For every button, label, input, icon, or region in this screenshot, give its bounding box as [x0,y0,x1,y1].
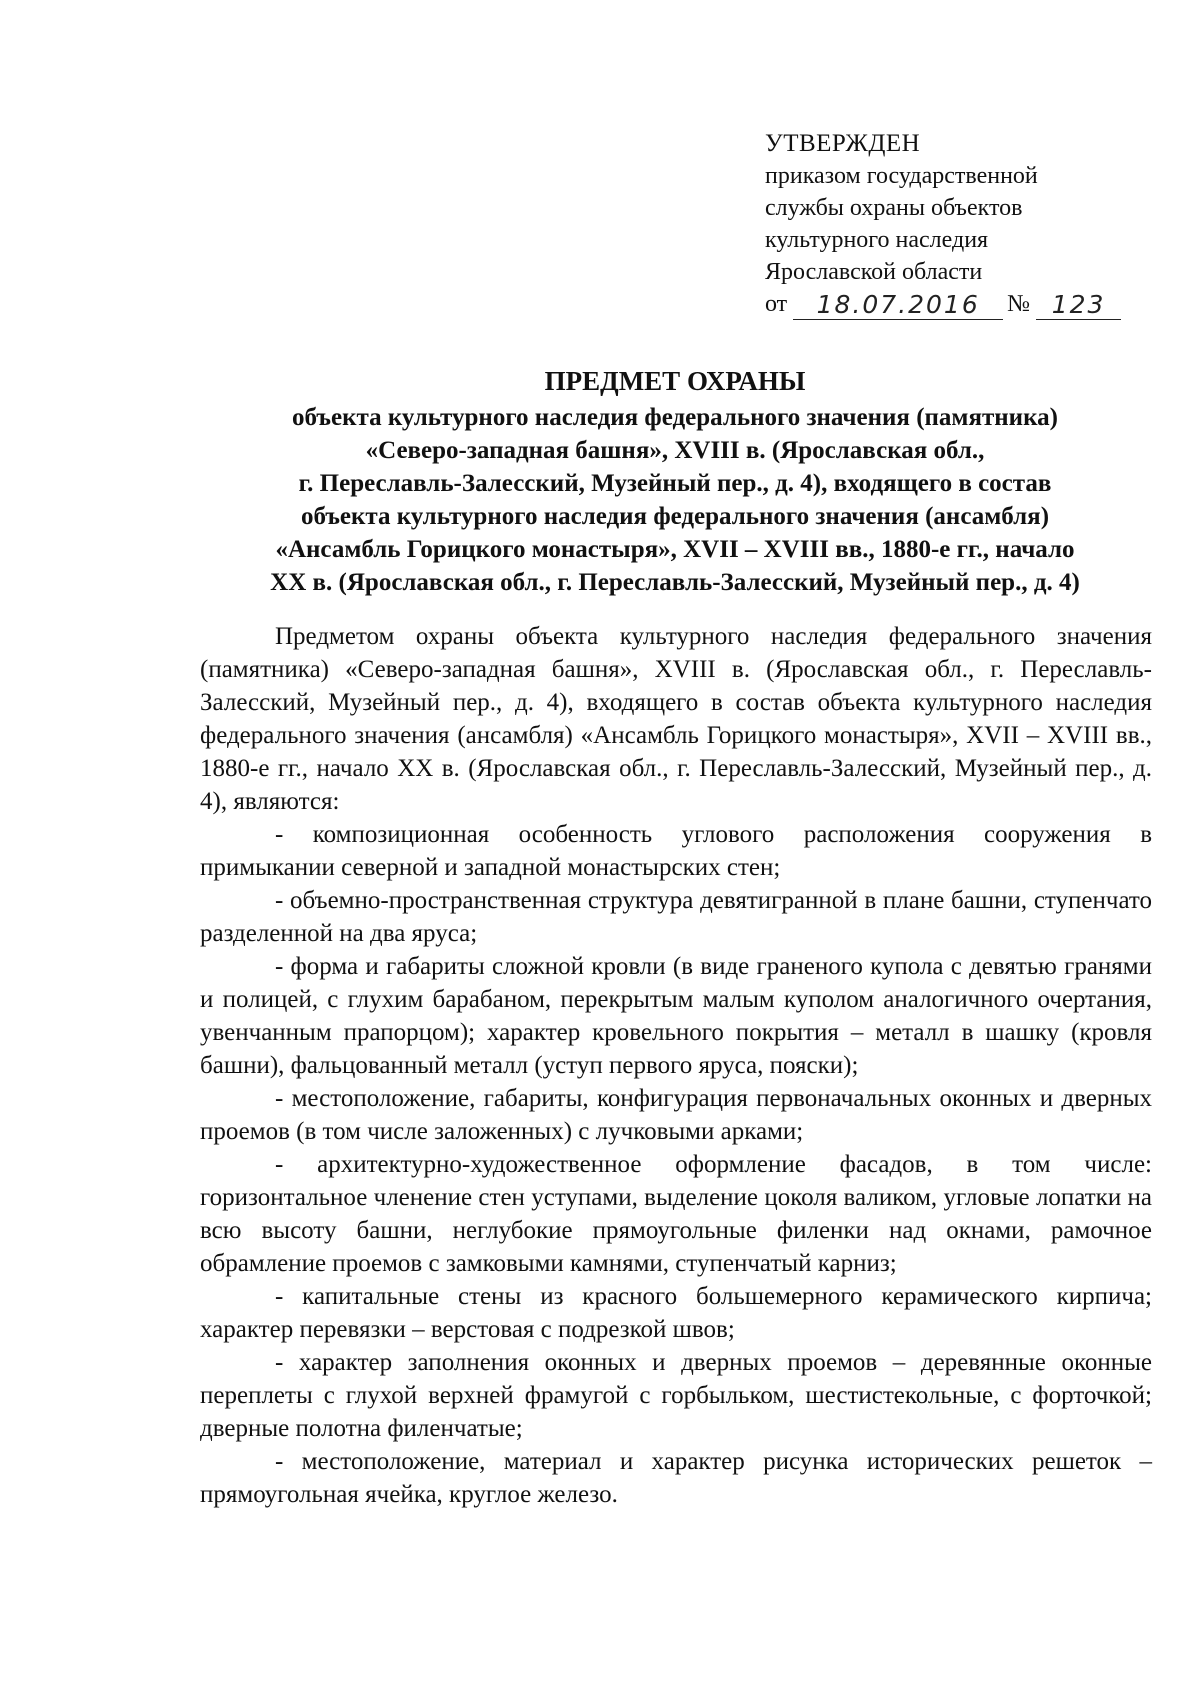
list-item: - объемно-пространственная структура девятигранной в плане башни, ступенчато разделенной на два яруса; [200,887,1152,947]
list-item: - архитектурно-художественное оформление фасадов, в том числе: горизонтальное членение стен уступами, выделение цоколя валиком, угловые лопатки на всю высоту башни, неглубокие прямоугольные филенки над окнами, рамочное обрамление проемов с замковыми камнями, ступенчатый карниз; [200,1151,1152,1277]
handwritten-date: 18.07.2016 [793,291,1003,320]
heading-line: объекта культурного наследия федерального значения (ансамбля) [300,503,1050,530]
approval-title: УТВЕРЖДЕН [765,130,921,157]
approval-line: приказом государственной [765,163,1038,189]
list-item: - характер заполнения оконных и дверных проемов – деревянные оконные переплеты с глухой верхней фрамугой с горбыльком, шестистекольные, с форточкой; дверные полотна филенчатые; [200,1349,1152,1442]
list-item: - форма и габариты сложной кровли (в виде граненого купола с девятью гранями и полицей, с глухим барабаном, перекрытым малым куполом аналогичного очертания, увенчанным прапорцом); характер кровельного покрытия – металл в шашку (кровля башни), фальцованный металл (уступ первого яруса, пояски); [200,953,1152,1079]
order-date-number [765,288,1145,320]
heading-line: «Ансамбль Горицкого монастыря», XVII – XVIII вв., 1880-е гг., начало [275,536,1075,563]
document-heading [190,365,1160,599]
list-item: - местоположение, габариты, конфигурация первоначальных оконных и дверных проемов (в том числе заложенных) с лучковыми арками; [200,1085,1152,1145]
date-prefix: от [765,291,788,317]
list-item: - местоположение, материал и характер рисунка исторических решеток – прямоугольная ячейка, круглое железо. [200,1448,1152,1508]
heading-line: «Северо-западная башня», XVIII в. (Ярославская обл., [365,437,985,464]
document-body [200,620,1152,1511]
list-item: - капитальные стены из красного большемерного керамического кирпича; характер перевязки – верстовая с подрезкой швов; [200,1283,1152,1343]
number-prefix: № [1007,291,1031,317]
approval-stamp [765,128,1145,320]
heading-line: объекта культурного наследия федерального значения (памятника) [292,404,1058,431]
heading-line: XX в. (Ярославская обл., г. Переславль-Залесский, Музейный пер., д. 4) [270,569,1080,596]
approval-line: службы охраны объектов [765,195,1023,221]
approval-line: Ярославской области [765,259,983,285]
heading-title: ПРЕДМЕТ ОХРАНЫ [544,366,806,396]
list-item: - композиционная особенность углового расположения сооружения в примыкании северной и западной монастырских стен; [200,821,1152,881]
handwritten-number: 123 [1036,291,1121,320]
heading-line: г. Переславль-Залесский, Музейный пер., д. 4), входящего в состав [298,470,1052,497]
approval-line: культурного наследия [765,227,989,253]
intro-paragraph: Предметом охраны объекта культурного наследия федерального значения (памятника) «Северо-западная башня», XVIII в. (Ярославская обл., г. Переславль-Залесский, Музейный пер., д. 4), входящего в состав объекта культурного наследия федерального значения (ансамбля) «Ансамбль Горицкого монастыря», XVII – XVIII вв., 1880-е гг., начало XX в. (Ярославская обл., г. Переславль-Залесский, Музейный пер., д. 4), являются: [200,623,1152,815]
